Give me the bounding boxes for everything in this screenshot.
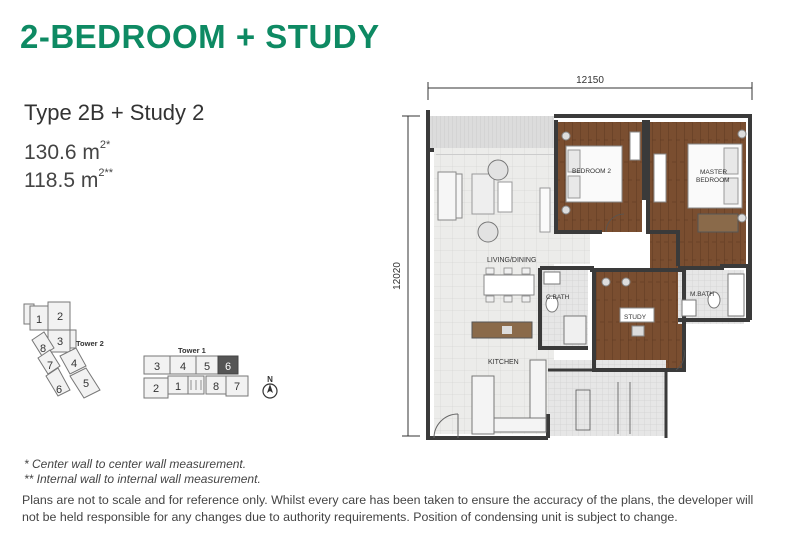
unit-number: 8 [39, 343, 47, 355]
area-value: 118.5 m [24, 169, 99, 192]
width-dimension-label: 12150 [576, 75, 604, 86]
unit-number: 2 [56, 311, 64, 323]
master-bedroom-label-1: MASTER [700, 169, 728, 176]
sofa [438, 172, 462, 220]
unit-number: 5 [203, 361, 211, 373]
unit-number: 5 [82, 378, 90, 390]
area-superscript: 2* [99, 139, 111, 151]
unit-number: 3 [56, 336, 64, 348]
note-center-wall: * Center wall to center wall measurement. [24, 457, 247, 471]
tower-1-label: Tower 1 [178, 346, 206, 355]
tv-console [540, 188, 550, 232]
living-dining-label: LIVING/DINING [487, 257, 537, 264]
floor-plan [380, 70, 780, 450]
unit-number: 7 [233, 381, 241, 393]
unit-type-label: Type 2B + Study 2 [24, 100, 205, 125]
bedroom-2-label: BEDROOM 2 [572, 168, 612, 175]
svg-text:N: N [267, 375, 273, 384]
unit-number-highlighted: 6 [224, 361, 232, 373]
side-table [498, 182, 512, 212]
unit-number: 6 [55, 384, 63, 396]
page-title: 2-BEDROOM + STUDY [20, 18, 380, 55]
area-center-wall [24, 141, 110, 165]
kitchen-island [472, 322, 532, 338]
kitchen-label: KITCHEN [488, 359, 519, 366]
disclaimer: Plans are not to scale and for reference only. Whilst every care has been taken to ensure the accuracy of the plans, the developer will not be held responsible for any changes due to authority requirements. Position of condensing unit is subject to change. [22, 493, 754, 524]
unit-number: 7 [46, 360, 54, 372]
dresser [698, 214, 738, 232]
unit-number: 4 [179, 361, 187, 373]
tower-2-label: Tower 2 [76, 339, 104, 348]
area-value: 130.6 m [24, 141, 100, 164]
balcony [428, 116, 554, 148]
m-bath-label: M.BATH [690, 291, 715, 298]
area-internal-wall [24, 169, 113, 193]
unit-number: 4 [70, 358, 78, 370]
north-arrow-icon [263, 375, 277, 398]
dining-table [484, 268, 534, 302]
unit-number: 1 [174, 381, 182, 393]
study-label: STUDY [624, 314, 647, 321]
key-plan [20, 296, 290, 406]
unit-number: 3 [153, 361, 161, 373]
master-wardrobe [654, 154, 666, 202]
height-dimension [402, 116, 420, 436]
c-bath-label: C.BATH [546, 294, 570, 301]
coffee-table [472, 174, 494, 214]
height-dimension-label: 12020 [392, 262, 403, 290]
master-bed [688, 144, 742, 208]
unit-number: 1 [35, 314, 43, 326]
master-bedroom-label-2: BEDROOM [696, 177, 730, 184]
wardrobe [630, 132, 640, 160]
area-superscript: 2** [98, 167, 114, 179]
unit-number: 2 [152, 383, 160, 395]
note-internal-wall: ** Internal wall to internal wall measurement. [24, 472, 261, 486]
unit-number: 8 [212, 381, 220, 393]
